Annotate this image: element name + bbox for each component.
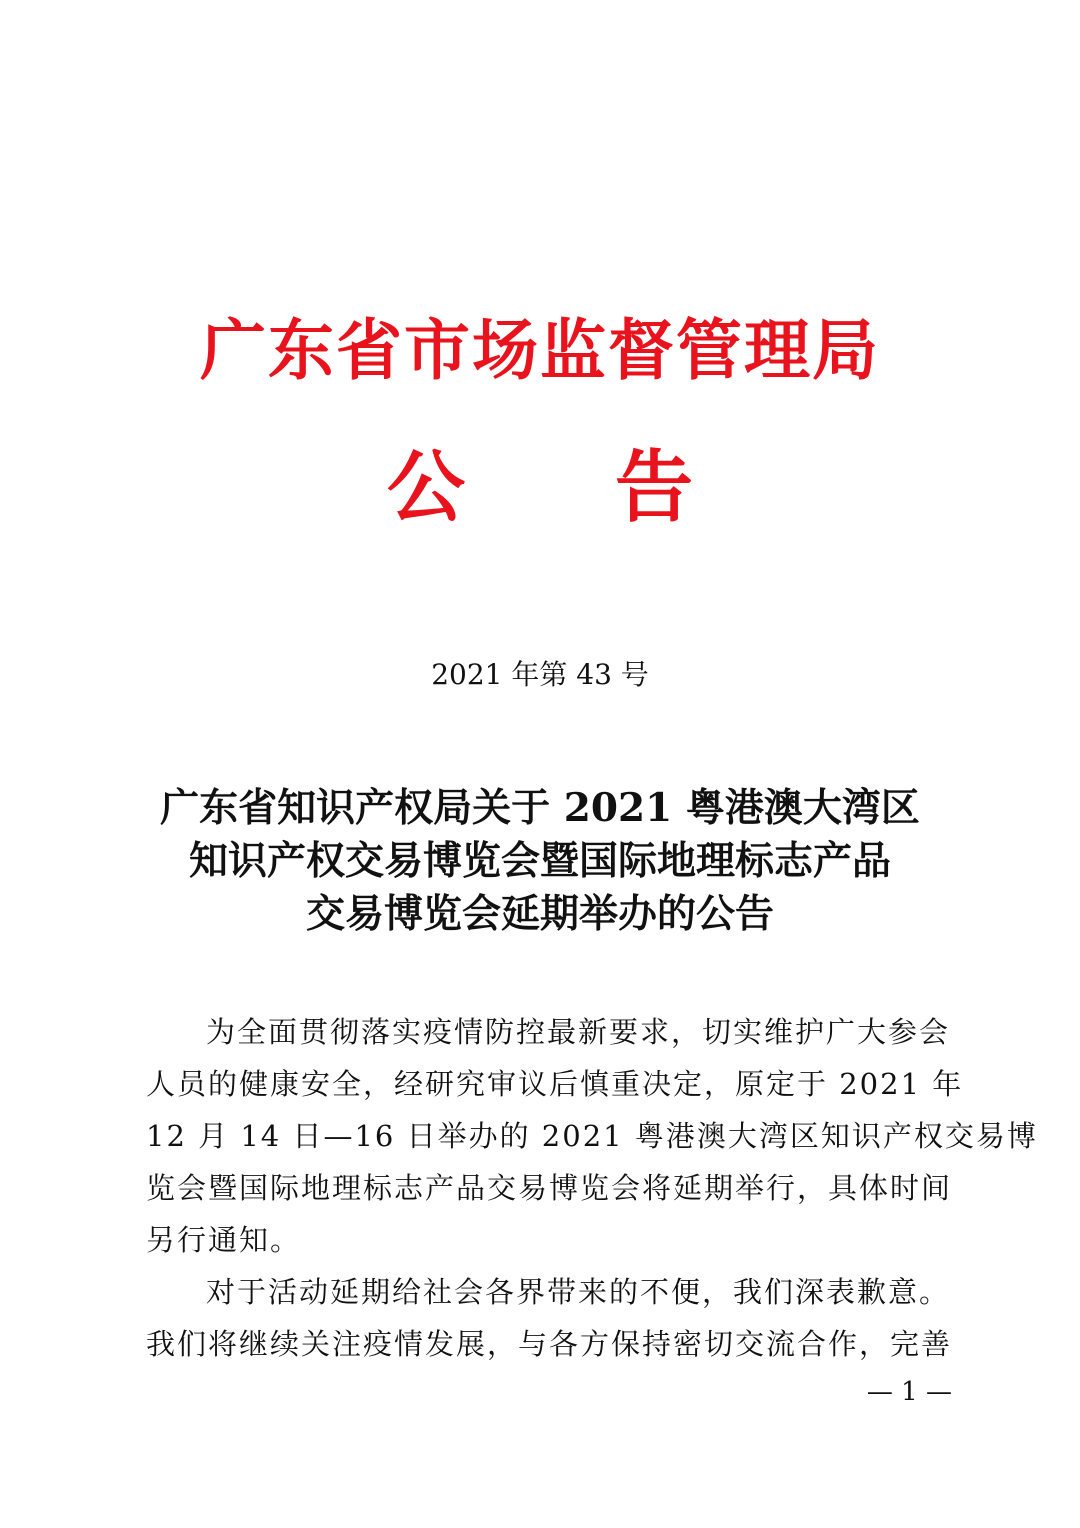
body-line-1: 为全面贯彻落实疫情防控最新要求，切实维护广大参会 [206,1015,951,1049]
announcement-body [146,1006,1038,1370]
title-line-3: 交易博览会延期举办的公告 [305,891,774,937]
issuing-agency-header: 广东省市场监督管理局 [200,311,880,389]
title-line-2: 知识产权交易博览会暨国际地理标志产品 [188,838,891,884]
document-number: 2021 年第 43 号 [431,658,649,691]
body-line-6: 对于活动延期给社会各界带来的不便，我们深表歉意。 [206,1275,951,1309]
page-number: — 1 — [866,1377,952,1407]
body-line-3: 12 月 14 日—16 日举办的 2021 粤港澳大湾区知识产权交易博 [146,1119,1038,1153]
title-line-1: 广东省知识产权局关于 2021 粤港澳大湾区 [160,785,920,831]
document-type-char-1: 公 [386,442,465,533]
body-line-5: 另行通知。 [146,1223,302,1257]
body-line-4: 览会暨国际地理标志产品交易博览会将延期举行，具体时间 [146,1171,953,1205]
document-type-heading [0,440,1080,536]
document-type-char-2: 告 [615,442,694,533]
announcement-title [100,782,980,941]
body-line-7: 我们将继续关注疫情发展，与各方保持密切交流合作，完善 [146,1327,953,1361]
body-line-2: 人员的健康安全，经研究审议后慎重决定，原定于 2021 年 [146,1067,964,1101]
